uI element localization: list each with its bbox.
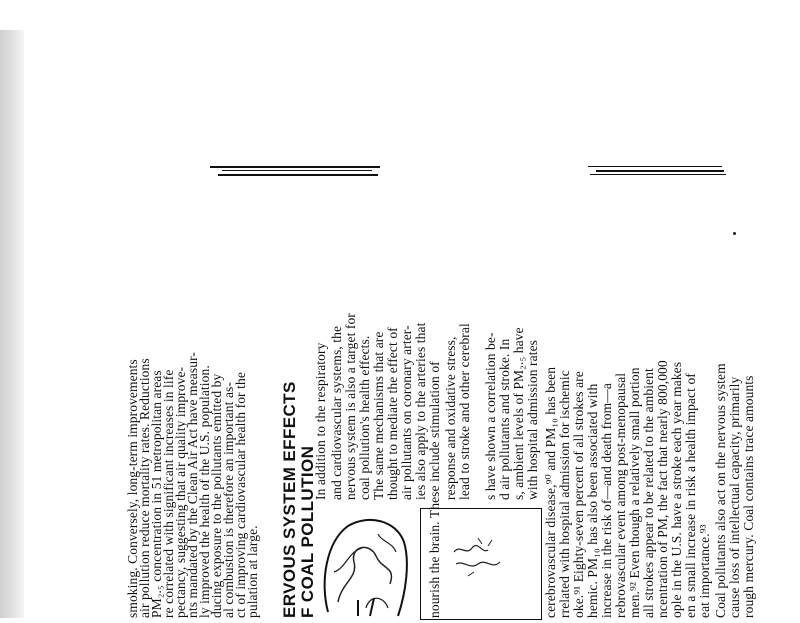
text-line: rebrovascular event among post-menopausal <box>613 372 628 618</box>
text-line: coal pollution's health effects. <box>357 335 372 500</box>
heading-line: ERVOUS SYSTEM EFFECTS <box>280 381 299 618</box>
text-line: d air pollutants and stroke. In <box>497 338 512 500</box>
text-line: ies also apply to the arteries that <box>413 322 428 500</box>
ink-dot <box>733 232 736 235</box>
heading-line: F COAL POLLUTION <box>298 445 317 618</box>
text-line: ople in the U.S. have a stroke each year makes <box>669 361 684 618</box>
page-spine-shadow <box>0 30 24 618</box>
text-line: ly improved the health of the U.S. population. <box>197 365 212 618</box>
text-line: s have shown a correlation be- <box>483 332 498 500</box>
text-line: pectancy, suggesting that air quality improve- <box>173 366 188 618</box>
text-line: men.⁹² Even though a relatively small portion <box>627 367 642 618</box>
figure-scribble <box>448 530 518 590</box>
text-line: s, ambient levels of PM₂.₅ have <box>511 327 526 500</box>
text-line: cerebrovascular disease,⁹⁰ and PM₁₀ has been <box>543 366 558 618</box>
ink-smudge <box>222 170 372 171</box>
text-line: increase in the risk of—and death from—a <box>599 383 614 618</box>
text-line: PM₂.₅ concentration in 51 metropolitan areas <box>149 370 164 618</box>
text-line: In addition to the respiratory <box>313 342 328 500</box>
text-line: with hospital admission rates <box>525 339 540 500</box>
text-line: lead to stroke and other cerebral <box>457 323 472 500</box>
text-line: eat importance.⁹³ <box>697 524 712 618</box>
ink-smudge <box>596 170 724 172</box>
text-line: response and oxidative stress, <box>443 336 458 500</box>
text-line: cause loss of intellectual capacity, primarily <box>727 376 742 618</box>
text-line: and cardiovascular systems, the <box>329 325 344 500</box>
ink-smudge <box>590 174 726 175</box>
text-line: all strokes appear to be related to the ambient <box>641 368 656 618</box>
ink-smudge <box>588 166 722 167</box>
text-line: oke.⁹¹ Eighty-seven percent of all strokes are <box>571 371 586 618</box>
ink-smudge <box>218 174 378 176</box>
text-line: ducing exposure to the pollutants emitted by <box>209 373 224 618</box>
text-line: re correlated with significant increases in life <box>161 369 176 618</box>
ink-smudge <box>210 166 380 168</box>
text-line: air pollutants on coronary arter- <box>399 325 414 500</box>
brain-illustration <box>318 512 410 618</box>
text-line: thought to mediate the effect of <box>385 327 400 500</box>
text-line: hemic. PM₁₀ has also been associated with <box>585 383 600 618</box>
text-line: pulation at large. <box>245 525 260 618</box>
text-line: nervous system is also a target for <box>343 313 358 500</box>
text-line: nourish the brain. These include stimulation of <box>427 361 442 618</box>
text-line: ncentration of PM, the fact that nearly 800,000 <box>655 360 670 618</box>
text-line: nts mandated by the Clean Air Act have measur- <box>185 351 200 618</box>
text-line: en a small increase in risk a health impact of <box>683 373 698 618</box>
text-line: rrelated with hospital admission for ischemic <box>557 370 572 618</box>
text-line: rough mercury. Coal contains trace amounts <box>741 375 756 618</box>
text-line: The same mechanisms that are <box>371 331 386 500</box>
text-line: smoking. Conversely, long-term improvements <box>125 359 140 618</box>
text-line: Coal pollutants also act on the nervous system <box>713 363 728 618</box>
text-line: air pollution reduce mortality rates. Reductions <box>137 358 152 618</box>
text-line: al combustion is therefore an important as- <box>221 382 236 618</box>
text-line: ct of improving cardiovascular health for the <box>233 372 248 618</box>
